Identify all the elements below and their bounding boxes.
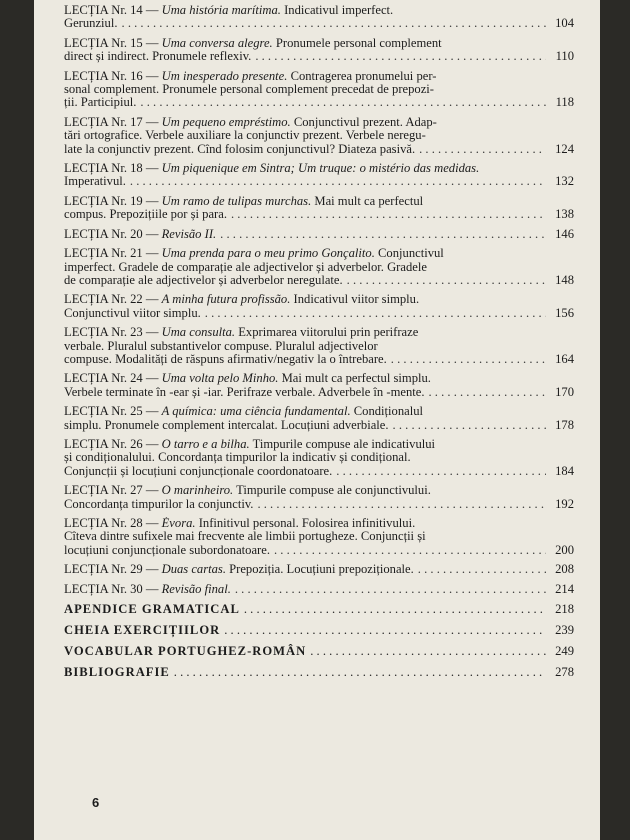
appendix-entry: [64, 644, 574, 658]
lesson-title: Uma consulta.: [161, 326, 236, 340]
toc-entry: [64, 195, 574, 222]
appendix-page-number: 249: [555, 644, 574, 659]
toc-entry: [64, 438, 574, 478]
dot-leader: [122, 17, 546, 30]
toc-page-number: 104: [555, 16, 574, 31]
dot-leader: [391, 353, 546, 366]
lesson-topics: Gerunziul.: [64, 16, 118, 31]
toc-entry: [64, 484, 574, 511]
dot-leader: [429, 386, 547, 399]
lesson-number: LECȚIA Nr. 20 —: [64, 226, 159, 241]
toc-page-number: 170: [555, 384, 574, 399]
lesson-topics: verbale. Pluralul substantivelor compuse. Pluralul adjectivelor: [64, 339, 378, 353]
lesson-topics: simplu. Pronumele complement intercalat. Locuțiuni adverbiale.: [64, 417, 389, 432]
lesson-title: Uma história marítima.: [161, 4, 281, 17]
lesson-topics: de comparație ale adjectivelor și adverbelor neregulate.: [64, 272, 343, 287]
toc-page-number: 156: [555, 305, 574, 320]
toc-entry: [64, 228, 574, 241]
lesson-number: LECȚIA Nr. 29 —: [64, 562, 159, 577]
lesson-topics: tări ortografice. Verbele auxiliare la conjunctiv prezent. Verbele neregu-: [64, 129, 426, 143]
dot-leader: [140, 96, 546, 109]
lesson-topics: Indicativul viitor simplu.: [293, 293, 420, 307]
lesson-title: O tarro e a bilha.: [161, 437, 250, 451]
lesson-title: Évora.: [161, 517, 196, 530]
page-number: 6: [92, 795, 100, 810]
toc-page-number: 118: [555, 95, 574, 110]
lesson-title: Um pequeno empréstimo.: [161, 115, 291, 129]
toc-page-number: 138: [555, 207, 574, 222]
lesson-number: LECȚIA Nr. 27 —: [64, 484, 159, 498]
lesson-topics: locuțiuni conjuncționale subordonatoare.: [64, 542, 270, 557]
toc-page-number: 214: [555, 581, 574, 596]
lesson-number: LECȚIA Nr. 25 —: [64, 405, 159, 419]
dot-leader: [231, 208, 546, 221]
lesson-title: Uma volta pelo Minho.: [161, 372, 279, 386]
lesson-title: Revisão II.: [161, 226, 217, 241]
lesson-topics: Conjunctivul: [378, 247, 444, 261]
lesson-title: A minha futura profissão.: [161, 293, 291, 307]
toc-entry: [64, 326, 574, 366]
appendix-page-number: 239: [555, 623, 574, 638]
toc-entry: [64, 372, 574, 399]
lesson-title: Um piquenique em Sintra; Um truque: o mistério das medidas.: [161, 162, 480, 176]
dot-leader: [418, 563, 546, 576]
toc-entry: [64, 162, 574, 189]
toc-page-number: 208: [555, 562, 574, 577]
toc-page-number: 132: [555, 174, 574, 189]
dot-leader: [347, 274, 546, 287]
lesson-topics: late la conjunctiv prezent. Cînd folosim conjunctivul? Diateza pasivă.: [64, 141, 416, 156]
lesson-topics: Condiționalul: [353, 405, 424, 419]
toc-page-number: 110: [555, 49, 574, 64]
lesson-title: Duas cartas.: [161, 562, 226, 577]
lesson-number: LECȚIA Nr. 22 —: [64, 293, 159, 307]
toc-page-number: 124: [555, 141, 574, 156]
lesson-title: Uma prenda para o meu primo Gonçalito.: [161, 247, 375, 261]
dot-leader: [174, 665, 546, 679]
lesson-topics: sonal complement. Pronumele personal complement precedat de prepozi-: [64, 83, 434, 97]
toc-page-number: 178: [555, 417, 574, 432]
lesson-topics: compuse. Modalități de răspuns afirmativ/negativ la o întrebare.: [64, 351, 387, 366]
lesson-topics: Concordanța timpurilor la conjunctiv.: [64, 496, 254, 511]
lesson-number: LECȚIA Nr. 17 —: [64, 115, 159, 129]
lesson-topics: Infinitivul personal. Folosirea infinitivului.: [198, 517, 416, 530]
toc-entry: [64, 70, 574, 110]
lesson-number: LECȚIA Nr. 16 —: [64, 69, 159, 83]
dot-leader: [205, 307, 546, 320]
toc-page-number: 148: [555, 272, 574, 287]
lesson-topics: și condiționalului. Concordanța timpurilor la indicativ și condițional.: [64, 451, 411, 465]
toc-entry: [64, 4, 574, 31]
appendix-entry: [64, 602, 574, 616]
toc-page-number: 164: [555, 351, 574, 366]
appendix-entry: [64, 665, 574, 679]
lesson-topics: Contragerea pronumelui per-: [290, 69, 437, 83]
lesson-title: Um ramo de tulipas murchas.: [161, 194, 312, 208]
lesson-number: LECȚIA Nr. 24 —: [64, 372, 159, 386]
lesson-topics: imperfect. Gradele de comparație ale adjectivelor și adverbelor. Gradele: [64, 260, 427, 274]
lesson-number: LECȚIA Nr. 18 —: [64, 162, 159, 176]
toc-page-number: 192: [555, 496, 574, 511]
appendix-page-number: 218: [555, 602, 574, 617]
appendix-label: BIBLIOGRAFIE: [64, 665, 170, 680]
dot-leader: [310, 644, 546, 658]
lesson-number: LECȚIA Nr. 14 —: [64, 4, 159, 17]
lesson-title: O marinheiro.: [161, 484, 234, 498]
lesson-number: LECȚIA Nr. 19 —: [64, 194, 159, 208]
lesson-topics: Prepoziția. Locuțiuni prepoziționale.: [229, 562, 414, 577]
lesson-title: Um inesperado presente.: [161, 69, 288, 83]
appendix-label: CHEIA EXERCIȚIILOR: [64, 623, 221, 638]
toc-entry: [64, 37, 574, 64]
appendix-label: APENDICE GRAMATICAL: [64, 602, 240, 617]
toc-entry: [64, 563, 574, 576]
dot-leader: [244, 602, 546, 616]
lesson-topics: Conjuncții și locuțiuni conjuncționale coordonatoare.: [64, 463, 333, 478]
book-page: [34, 0, 600, 840]
toc-entry: [64, 583, 574, 596]
lesson-topics: Cîteva dintre sufixele mai frecvente ale limbii portugheze. Conjuncții și: [64, 530, 426, 544]
toc-page-number: 184: [555, 463, 574, 478]
dot-leader: [257, 498, 546, 511]
appendix-page-number: 278: [555, 665, 574, 680]
lesson-number: LECȚIA Nr. 21 —: [64, 247, 159, 261]
lesson-number: LECȚIA Nr. 26 —: [64, 437, 159, 451]
lesson-title: Uma conversa alegre.: [161, 36, 273, 50]
lesson-topics: Indicativul imperfect.: [284, 4, 394, 17]
dot-leader: [419, 143, 546, 156]
appendix-entry: [64, 623, 574, 637]
lesson-title: Revisão final.: [161, 581, 231, 596]
toc-entry: [64, 405, 574, 432]
dot-leader: [274, 544, 546, 557]
lesson-topics: Pronumele personal complement: [275, 36, 442, 50]
dot-leader: [224, 623, 546, 637]
lesson-topics: Timpurile compuse ale indicativului: [252, 437, 436, 451]
dot-leader: [130, 175, 546, 188]
toc-page-number: 146: [555, 226, 574, 241]
toc-entry: [64, 247, 574, 287]
lesson-topics: Conjunctivul viitor simplu.: [64, 305, 201, 320]
lesson-number: LECȚIA Nr. 15 —: [64, 36, 159, 50]
dot-leader: [393, 419, 546, 432]
lesson-topics: compus. Prepozițiile por și para.: [64, 207, 227, 222]
lesson-topics: Exprimarea viitorului prin perifraze: [238, 326, 419, 340]
dot-leader: [220, 228, 546, 241]
dot-leader: [255, 50, 546, 63]
lesson-topics: Conjunctivul prezent. Adap-: [293, 115, 437, 129]
dot-leader: [336, 465, 546, 478]
lesson-number: LECȚIA Nr. 30 —: [64, 581, 159, 596]
lesson-topics: ții. Participiul.: [64, 95, 137, 110]
table-of-contents: [64, 4, 574, 686]
toc-entry: [64, 517, 574, 557]
lesson-topics: Timpurile compuse ale conjunctivului.: [236, 484, 431, 498]
lesson-topics: Mai mult ca perfectul: [314, 194, 424, 208]
lesson-title: A química: uma ciência fundamental.: [161, 405, 351, 419]
lesson-topics: Mai mult ca perfectul simplu.: [281, 372, 431, 386]
toc-entry: [64, 293, 574, 320]
lesson-topics: Imperativul.: [64, 174, 126, 189]
dot-leader: [235, 583, 546, 596]
lesson-number: LECȚIA Nr. 23 —: [64, 326, 159, 340]
toc-entry: [64, 116, 574, 156]
toc-page-number: 200: [555, 542, 574, 557]
lesson-topics: direct și indirect. Pronumele reflexiv.: [64, 49, 252, 64]
appendix-label: VOCABULAR PORTUGHEZ-ROMÂN: [64, 644, 307, 659]
lesson-number: LECȚIA Nr. 28 —: [64, 517, 159, 530]
lesson-topics: Verbele terminate în -ear și -iar. Perifraze verbale. Adverbele în -mente.: [64, 384, 425, 399]
